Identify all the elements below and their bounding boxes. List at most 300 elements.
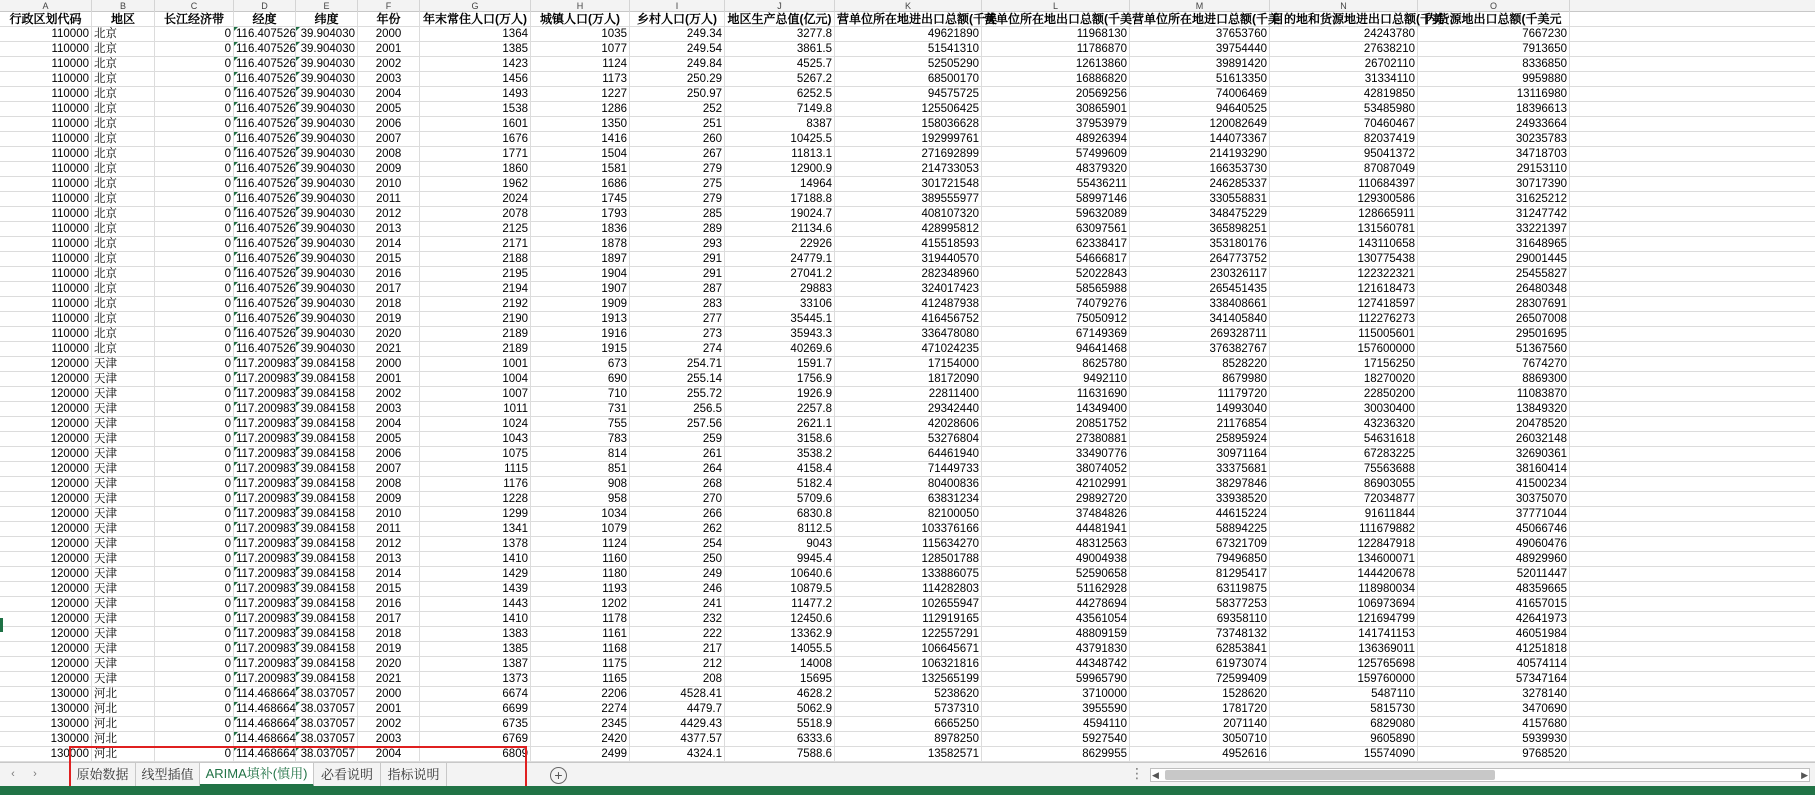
table-cell[interactable]: 74079276 xyxy=(982,297,1130,312)
table-cell[interactable]: 11477.2 xyxy=(725,597,835,612)
table-cell[interactable]: 6735 xyxy=(420,717,531,732)
table-cell[interactable]: 48359665 xyxy=(1418,582,1570,597)
table-cell[interactable]: 1011 xyxy=(420,402,531,417)
table-cell[interactable]: 0 xyxy=(155,87,234,102)
table-cell[interactable]: 293 xyxy=(630,237,725,252)
chevron-right-icon[interactable]: › xyxy=(33,768,37,780)
table-cell[interactable]: 110000 xyxy=(0,267,92,282)
table-cell[interactable]: 116.407526 xyxy=(236,298,296,310)
table-cell[interactable]: 2194 xyxy=(420,282,531,297)
table-cell[interactable]: 128665911 xyxy=(1270,207,1418,222)
table-cell[interactable]: 39.904030 xyxy=(296,267,358,282)
table-cell[interactable]: 2018 xyxy=(358,297,420,312)
table-cell[interactable]: 341405840 xyxy=(1130,312,1270,327)
header-cell[interactable]: 经度 xyxy=(234,12,296,27)
table-cell[interactable]: 8112.5 xyxy=(725,522,835,537)
table-cell[interactable]: 1878 xyxy=(531,237,630,252)
table-cell[interactable]: 58894225 xyxy=(1130,522,1270,537)
table-cell[interactable]: 120000 xyxy=(0,372,92,387)
table-cell[interactable]: 851 xyxy=(531,462,630,477)
column-letter-i[interactable]: I xyxy=(630,0,725,12)
table-cell[interactable]: 3277.8 xyxy=(725,27,835,42)
table-cell[interactable]: 0 xyxy=(155,552,234,567)
table-cell[interactable]: 57347164 xyxy=(1418,672,1570,687)
table-cell[interactable]: 63831234 xyxy=(835,492,982,507)
table-cell[interactable]: 0 xyxy=(155,447,234,462)
table-cell[interactable]: 1034 xyxy=(531,507,630,522)
table-cell[interactable]: 0 xyxy=(155,657,234,672)
table-cell[interactable]: 2499 xyxy=(531,747,630,762)
table-cell[interactable]: 3278140 xyxy=(1418,687,1570,702)
table-cell[interactable]: 39.084158 xyxy=(296,417,358,432)
table-cell[interactable]: 117.200983 xyxy=(236,403,296,415)
table-cell[interactable]: 39.084158 xyxy=(296,507,358,522)
table-cell[interactable]: 110000 xyxy=(0,72,92,87)
table-cell[interactable]: 116.407526 xyxy=(236,58,296,70)
table-cell[interactable]: 48379320 xyxy=(982,162,1130,177)
table-cell[interactable]: 2000 xyxy=(358,687,420,702)
chevron-left-icon[interactable]: ‹ xyxy=(11,768,15,780)
header-cell[interactable]: 地区 xyxy=(92,12,155,27)
table-cell[interactable]: 2171 xyxy=(420,237,531,252)
table-cell[interactable]: 1860 xyxy=(420,162,531,177)
table-cell[interactable]: 2020 xyxy=(358,327,420,342)
table-cell[interactable]: 246 xyxy=(630,582,725,597)
table-cell[interactable]: 2007 xyxy=(358,132,420,147)
table-cell[interactable]: 39.084158 xyxy=(296,642,358,657)
table-cell[interactable]: 158036628 xyxy=(835,117,982,132)
table-cell[interactable]: 274 xyxy=(630,342,725,357)
table-cell[interactable]: 68500170 xyxy=(835,72,982,87)
table-cell[interactable]: 北京 xyxy=(92,192,155,207)
plus-circle-icon[interactable]: + xyxy=(550,767,567,784)
table-cell[interactable]: 95041372 xyxy=(1270,147,1418,162)
table-cell[interactable]: 北京 xyxy=(92,207,155,222)
table-cell[interactable]: 121694799 xyxy=(1270,612,1418,627)
table-cell[interactable]: 1429 xyxy=(420,567,531,582)
table-cell[interactable]: 11179720 xyxy=(1130,387,1270,402)
table-cell[interactable]: 22850200 xyxy=(1270,387,1418,402)
table-cell[interactable]: 120000 xyxy=(0,462,92,477)
table-cell[interactable]: 天津 xyxy=(92,642,155,657)
table-cell[interactable]: 9043 xyxy=(725,537,835,552)
table-cell[interactable]: 1202 xyxy=(531,597,630,612)
table-cell[interactable]: 17154000 xyxy=(835,357,982,372)
table-cell[interactable]: 1897 xyxy=(531,252,630,267)
table-cell[interactable]: 2189 xyxy=(420,327,531,342)
table-cell[interactable]: 116.407526 xyxy=(236,328,296,340)
table-cell[interactable]: 0 xyxy=(155,147,234,162)
table-cell[interactable]: 12450.6 xyxy=(725,612,835,627)
table-cell[interactable]: 116.407526 xyxy=(236,43,296,55)
table-cell[interactable]: 39.904030 xyxy=(296,192,358,207)
table-cell[interactable]: 0 xyxy=(155,597,234,612)
header-cell[interactable]: 营单位所在地进出口总额(千美 xyxy=(837,12,997,26)
table-cell[interactable]: 39.084158 xyxy=(296,447,358,462)
table-cell[interactable]: 2006 xyxy=(358,447,420,462)
table-cell[interactable]: 54631618 xyxy=(1270,432,1418,447)
table-cell[interactable]: 18396613 xyxy=(1418,102,1570,117)
table-cell[interactable]: 270 xyxy=(630,492,725,507)
table-cell[interactable]: 2005 xyxy=(358,102,420,117)
table-cell[interactable]: 51162928 xyxy=(982,582,1130,597)
table-cell[interactable]: 120000 xyxy=(0,627,92,642)
table-cell[interactable]: 2021 xyxy=(358,342,420,357)
table-cell[interactable]: 116.407526 xyxy=(236,253,296,265)
table-cell[interactable]: 2003 xyxy=(358,72,420,87)
column-letter-b[interactable]: B xyxy=(92,0,155,12)
table-cell[interactable]: 120000 xyxy=(0,402,92,417)
table-cell[interactable]: 2008 xyxy=(358,147,420,162)
table-cell[interactable]: 32690361 xyxy=(1418,447,1570,462)
table-cell[interactable]: 110000 xyxy=(0,102,92,117)
table-cell[interactable]: 2621.1 xyxy=(725,417,835,432)
table-cell[interactable]: 2188 xyxy=(420,252,531,267)
table-cell[interactable]: 31334110 xyxy=(1270,72,1418,87)
table-cell[interactable]: 48929960 xyxy=(1418,552,1570,567)
table-cell[interactable]: 河北 xyxy=(92,717,155,732)
table-cell[interactable]: 115634270 xyxy=(835,537,982,552)
table-cell[interactable]: 1686 xyxy=(531,177,630,192)
table-cell[interactable]: 河北 xyxy=(92,747,155,762)
table-cell[interactable]: 26507008 xyxy=(1418,312,1570,327)
table-cell[interactable]: 408107320 xyxy=(835,207,982,222)
table-cell[interactable]: 365898251 xyxy=(1130,222,1270,237)
table-cell[interactable]: 2001 xyxy=(358,42,420,57)
table-cell[interactable]: 天津 xyxy=(92,657,155,672)
table-cell[interactable]: 117.200983 xyxy=(236,538,296,550)
table-cell[interactable]: 1439 xyxy=(420,582,531,597)
table-cell[interactable]: 144073367 xyxy=(1130,132,1270,147)
table-cell[interactable]: 北京 xyxy=(92,117,155,132)
table-cell[interactable]: 6769 xyxy=(420,732,531,747)
table-cell[interactable]: 1962 xyxy=(420,177,531,192)
table-cell[interactable]: 1075 xyxy=(420,447,531,462)
table-cell[interactable]: 110000 xyxy=(0,342,92,357)
table-cell[interactable]: 1909 xyxy=(531,297,630,312)
column-letter-m[interactable]: M xyxy=(1130,0,1270,12)
table-cell[interactable]: 301721548 xyxy=(835,177,982,192)
table-cell[interactable]: 38.037057 xyxy=(296,687,358,702)
table-cell[interactable]: 33375681 xyxy=(1130,462,1270,477)
table-cell[interactable]: 1591.7 xyxy=(725,357,835,372)
table-cell[interactable]: 2011 xyxy=(358,192,420,207)
table-cell[interactable]: 6829080 xyxy=(1270,717,1418,732)
table-cell[interactable]: 324017423 xyxy=(835,282,982,297)
table-cell[interactable]: 130000 xyxy=(0,687,92,702)
table-cell[interactable]: 74006469 xyxy=(1130,87,1270,102)
table-cell[interactable]: 262 xyxy=(630,522,725,537)
table-cell[interactable]: 2004 xyxy=(358,747,420,762)
table-cell[interactable]: 0 xyxy=(155,717,234,732)
table-cell[interactable]: 10879.5 xyxy=(725,582,835,597)
table-cell[interactable]: 1079 xyxy=(531,522,630,537)
table-cell[interactable]: 9959880 xyxy=(1418,72,1570,87)
table-cell[interactable]: 131560781 xyxy=(1270,222,1418,237)
table-cell[interactable]: 59632089 xyxy=(982,207,1130,222)
table-cell[interactable]: 39.904030 xyxy=(296,252,358,267)
table-cell[interactable]: 6699 xyxy=(420,702,531,717)
table-cell[interactable]: 1227 xyxy=(531,87,630,102)
table-cell[interactable]: 44348742 xyxy=(982,657,1130,672)
table-cell[interactable]: 39.084158 xyxy=(296,462,358,477)
table-cell[interactable]: 0 xyxy=(155,42,234,57)
table-cell[interactable]: 2006 xyxy=(358,117,420,132)
table-cell[interactable]: 283 xyxy=(630,297,725,312)
table-cell[interactable]: 117.200983 xyxy=(236,643,296,655)
table-cell[interactable]: 285 xyxy=(630,207,725,222)
table-cell[interactable]: 116.407526 xyxy=(236,118,296,130)
table-cell[interactable]: 110000 xyxy=(0,162,92,177)
table-cell[interactable]: 5062.9 xyxy=(725,702,835,717)
table-cell[interactable]: 673 xyxy=(531,357,630,372)
table-cell[interactable]: 120000 xyxy=(0,387,92,402)
table-cell[interactable]: 0 xyxy=(155,402,234,417)
table-cell[interactable]: 2257.8 xyxy=(725,402,835,417)
table-cell[interactable]: 246285337 xyxy=(1130,177,1270,192)
table-cell[interactable]: 72599409 xyxy=(1130,672,1270,687)
table-cell[interactable]: 30235783 xyxy=(1418,132,1570,147)
table-cell[interactable]: 北京 xyxy=(92,27,155,42)
table-cell[interactable]: 212 xyxy=(630,657,725,672)
table-cell[interactable]: 1926.9 xyxy=(725,387,835,402)
table-cell[interactable]: 115005601 xyxy=(1270,327,1418,342)
table-cell[interactable]: 273 xyxy=(630,327,725,342)
table-cell[interactable]: 279 xyxy=(630,192,725,207)
table-cell[interactable]: 2274 xyxy=(531,702,630,717)
table-cell[interactable]: 39.904030 xyxy=(296,162,358,177)
table-cell[interactable]: 159760000 xyxy=(1270,672,1418,687)
table-cell[interactable]: 天津 xyxy=(92,597,155,612)
table-cell[interactable]: 44615224 xyxy=(1130,507,1270,522)
table-cell[interactable]: 37771044 xyxy=(1418,507,1570,522)
table-cell[interactable]: 336478080 xyxy=(835,327,982,342)
table-cell[interactable]: 4157680 xyxy=(1418,717,1570,732)
table-cell[interactable]: 39.904030 xyxy=(296,102,358,117)
table-cell[interactable]: 北京 xyxy=(92,162,155,177)
table-cell[interactable]: 130775438 xyxy=(1270,252,1418,267)
table-cell[interactable]: 天津 xyxy=(92,432,155,447)
table-cell[interactable]: 241 xyxy=(630,597,725,612)
table-cell[interactable]: 5182.4 xyxy=(725,477,835,492)
table-cell[interactable]: 120000 xyxy=(0,432,92,447)
table-cell[interactable]: 2002 xyxy=(358,57,420,72)
table-cell[interactable]: 31648965 xyxy=(1418,237,1570,252)
table-cell[interactable]: 122322321 xyxy=(1270,267,1418,282)
table-cell[interactable]: 北京 xyxy=(92,177,155,192)
table-cell[interactable]: 11786870 xyxy=(982,42,1130,57)
table-cell[interactable]: 43561054 xyxy=(982,612,1130,627)
table-cell[interactable]: 117.200983 xyxy=(236,613,296,625)
table-cell[interactable]: 44278694 xyxy=(982,597,1130,612)
table-cell[interactable]: 254 xyxy=(630,537,725,552)
table-cell[interactable]: 122557291 xyxy=(835,627,982,642)
table-cell[interactable]: 1364 xyxy=(420,27,531,42)
table-cell[interactable]: 87087049 xyxy=(1270,162,1418,177)
table-cell[interactable]: 120000 xyxy=(0,582,92,597)
table-cell[interactable]: 79496850 xyxy=(1130,552,1270,567)
table-cell[interactable]: 82100050 xyxy=(835,507,982,522)
table-cell[interactable]: 120000 xyxy=(0,447,92,462)
table-cell[interactable]: 376382767 xyxy=(1130,342,1270,357)
table-cell[interactable]: 天津 xyxy=(92,612,155,627)
table-cell[interactable]: 277 xyxy=(630,312,725,327)
table-cell[interactable]: 18172090 xyxy=(835,372,982,387)
table-cell[interactable]: 1115 xyxy=(420,462,531,477)
table-cell[interactable]: 217 xyxy=(630,642,725,657)
table-cell[interactable]: 天津 xyxy=(92,522,155,537)
table-cell[interactable]: 75050912 xyxy=(982,312,1130,327)
table-cell[interactable]: 29501695 xyxy=(1418,327,1570,342)
table-cell[interactable]: 117.200983 xyxy=(236,448,296,460)
header-cell[interactable]: 乡村人口(万人) xyxy=(630,12,725,27)
table-cell[interactable]: 12613860 xyxy=(982,57,1130,72)
column-letter-g[interactable]: G xyxy=(420,0,531,12)
table-cell[interactable]: 0 xyxy=(155,747,234,762)
table-cell[interactable]: 110000 xyxy=(0,282,92,297)
table-cell[interactable]: 116.407526 xyxy=(236,283,296,295)
table-cell[interactable]: 0 xyxy=(155,387,234,402)
table-cell[interactable]: 731 xyxy=(531,402,630,417)
table-cell[interactable]: 1836 xyxy=(531,222,630,237)
table-cell[interactable]: 116.407526 xyxy=(236,103,296,115)
table-cell[interactable]: 6252.5 xyxy=(725,87,835,102)
table-cell[interactable]: 1004 xyxy=(420,372,531,387)
table-cell[interactable]: 0 xyxy=(155,117,234,132)
table-cell[interactable]: 2004 xyxy=(358,417,420,432)
table-cell[interactable]: 39.904030 xyxy=(296,42,358,57)
table-cell[interactable]: 天津 xyxy=(92,417,155,432)
table-cell[interactable]: 157600000 xyxy=(1270,342,1418,357)
table-cell[interactable]: 0 xyxy=(155,297,234,312)
table-cell[interactable]: 2013 xyxy=(358,222,420,237)
table-cell[interactable]: 18270020 xyxy=(1270,372,1418,387)
table-cell[interactable]: 26702110 xyxy=(1270,57,1418,72)
table-cell[interactable]: 353180176 xyxy=(1130,237,1270,252)
table-cell[interactable]: 1173 xyxy=(531,72,630,87)
table-cell[interactable]: 39.084158 xyxy=(296,582,358,597)
table-cell[interactable]: 73748132 xyxy=(1130,627,1270,642)
table-cell[interactable]: 24933664 xyxy=(1418,117,1570,132)
table-cell[interactable]: 136369011 xyxy=(1270,642,1418,657)
table-cell[interactable]: 0 xyxy=(155,27,234,42)
table-cell[interactable]: 266 xyxy=(630,507,725,522)
table-cell[interactable]: 1781720 xyxy=(1130,702,1270,717)
table-cell[interactable]: 8625780 xyxy=(982,357,1130,372)
table-cell[interactable]: 2345 xyxy=(531,717,630,732)
table-cell[interactable]: 15574090 xyxy=(1270,747,1418,762)
table-cell[interactable]: 110000 xyxy=(0,57,92,72)
table-cell[interactable]: 116.407526 xyxy=(236,148,296,160)
header-cell[interactable]: 目的地和货源地进出口总额(千美 xyxy=(1272,12,1444,26)
table-cell[interactable]: 49004938 xyxy=(982,552,1130,567)
table-cell[interactable]: 5927540 xyxy=(982,732,1130,747)
table-cell[interactable]: 86903055 xyxy=(1270,477,1418,492)
table-cell[interactable]: 0 xyxy=(155,237,234,252)
table-cell[interactable]: 0 xyxy=(155,132,234,147)
table-cell[interactable]: 51613350 xyxy=(1130,72,1270,87)
table-cell[interactable]: 62853841 xyxy=(1130,642,1270,657)
table-cell[interactable]: 120000 xyxy=(0,507,92,522)
table-cell[interactable]: 8336850 xyxy=(1418,57,1570,72)
table-cell[interactable]: 39.904030 xyxy=(296,297,358,312)
table-cell[interactable]: 120000 xyxy=(0,537,92,552)
table-cell[interactable]: 1193 xyxy=(531,582,630,597)
table-cell[interactable]: 0 xyxy=(155,417,234,432)
table-cell[interactable]: 118980034 xyxy=(1270,582,1418,597)
table-cell[interactable]: 1538 xyxy=(420,102,531,117)
table-cell[interactable]: 天津 xyxy=(92,627,155,642)
table-cell[interactable]: 0 xyxy=(155,462,234,477)
table-cell[interactable]: 5267.2 xyxy=(725,72,835,87)
table-cell[interactable]: 38.037057 xyxy=(296,732,358,747)
table-cell[interactable]: 116.407526 xyxy=(236,163,296,175)
table-cell[interactable]: 1124 xyxy=(531,537,630,552)
table-cell[interactable]: 1745 xyxy=(531,192,630,207)
table-cell[interactable]: 94575725 xyxy=(835,87,982,102)
table-cell[interactable]: 2013 xyxy=(358,552,420,567)
sheet-tab-1[interactable]: 原始数据 xyxy=(70,763,136,787)
table-cell[interactable]: 53485980 xyxy=(1270,102,1418,117)
table-cell[interactable]: 38.037057 xyxy=(296,747,358,762)
table-cell[interactable]: 127418597 xyxy=(1270,297,1418,312)
table-cell[interactable]: 北京 xyxy=(92,267,155,282)
table-cell[interactable]: 9605890 xyxy=(1270,732,1418,747)
table-cell[interactable]: 1160 xyxy=(531,552,630,567)
table-cell[interactable]: 21134.6 xyxy=(725,222,835,237)
column-letter-k[interactable]: K xyxy=(835,0,982,12)
table-cell[interactable]: 北京 xyxy=(92,222,155,237)
header-cell[interactable]: 内货源地出口总额(千美元 xyxy=(1418,12,1570,27)
table-cell[interactable]: 222 xyxy=(630,627,725,642)
table-cell[interactable]: 43236320 xyxy=(1270,417,1418,432)
table-cell[interactable]: 348475229 xyxy=(1130,207,1270,222)
table-cell[interactable]: 2008 xyxy=(358,477,420,492)
table-cell[interactable]: 1423 xyxy=(420,57,531,72)
table-cell[interactable]: 8869300 xyxy=(1418,372,1570,387)
table-cell[interactable]: 62338417 xyxy=(982,237,1130,252)
table-cell[interactable]: 2011 xyxy=(358,522,420,537)
table-cell[interactable]: 40269.6 xyxy=(725,342,835,357)
table-cell[interactable]: 北京 xyxy=(92,72,155,87)
table-cell[interactable]: 0 xyxy=(155,477,234,492)
table-cell[interactable]: 110000 xyxy=(0,297,92,312)
header-cell[interactable]: 行政区划代码 xyxy=(0,12,92,27)
table-cell[interactable]: 415518593 xyxy=(835,237,982,252)
table-cell[interactable]: 0 xyxy=(155,207,234,222)
table-cell[interactable]: 26032148 xyxy=(1418,432,1570,447)
table-cell[interactable]: 30865901 xyxy=(982,102,1130,117)
table-cell[interactable]: 125765698 xyxy=(1270,657,1418,672)
sheet-tab-3[interactable]: ARIMA填补(慎用) xyxy=(200,763,314,787)
table-cell[interactable]: 46051984 xyxy=(1418,627,1570,642)
table-cell[interactable]: 1793 xyxy=(531,207,630,222)
table-cell[interactable]: 67283225 xyxy=(1270,447,1418,462)
table-cell[interactable]: 39.084158 xyxy=(296,537,358,552)
table-cell[interactable]: 265451435 xyxy=(1130,282,1270,297)
table-cell[interactable]: 67321709 xyxy=(1130,537,1270,552)
table-cell[interactable]: 38.037057 xyxy=(296,717,358,732)
table-cell[interactable]: 1299 xyxy=(420,507,531,522)
table-cell[interactable]: 117.200983 xyxy=(236,523,296,535)
table-cell[interactable]: 2125 xyxy=(420,222,531,237)
table-cell[interactable]: 4377.57 xyxy=(630,732,725,747)
table-cell[interactable]: 北京 xyxy=(92,312,155,327)
table-cell[interactable]: 1528620 xyxy=(1130,687,1270,702)
table-cell[interactable]: 天津 xyxy=(92,447,155,462)
table-cell[interactable]: 北京 xyxy=(92,237,155,252)
table-cell[interactable]: 39.904030 xyxy=(296,177,358,192)
